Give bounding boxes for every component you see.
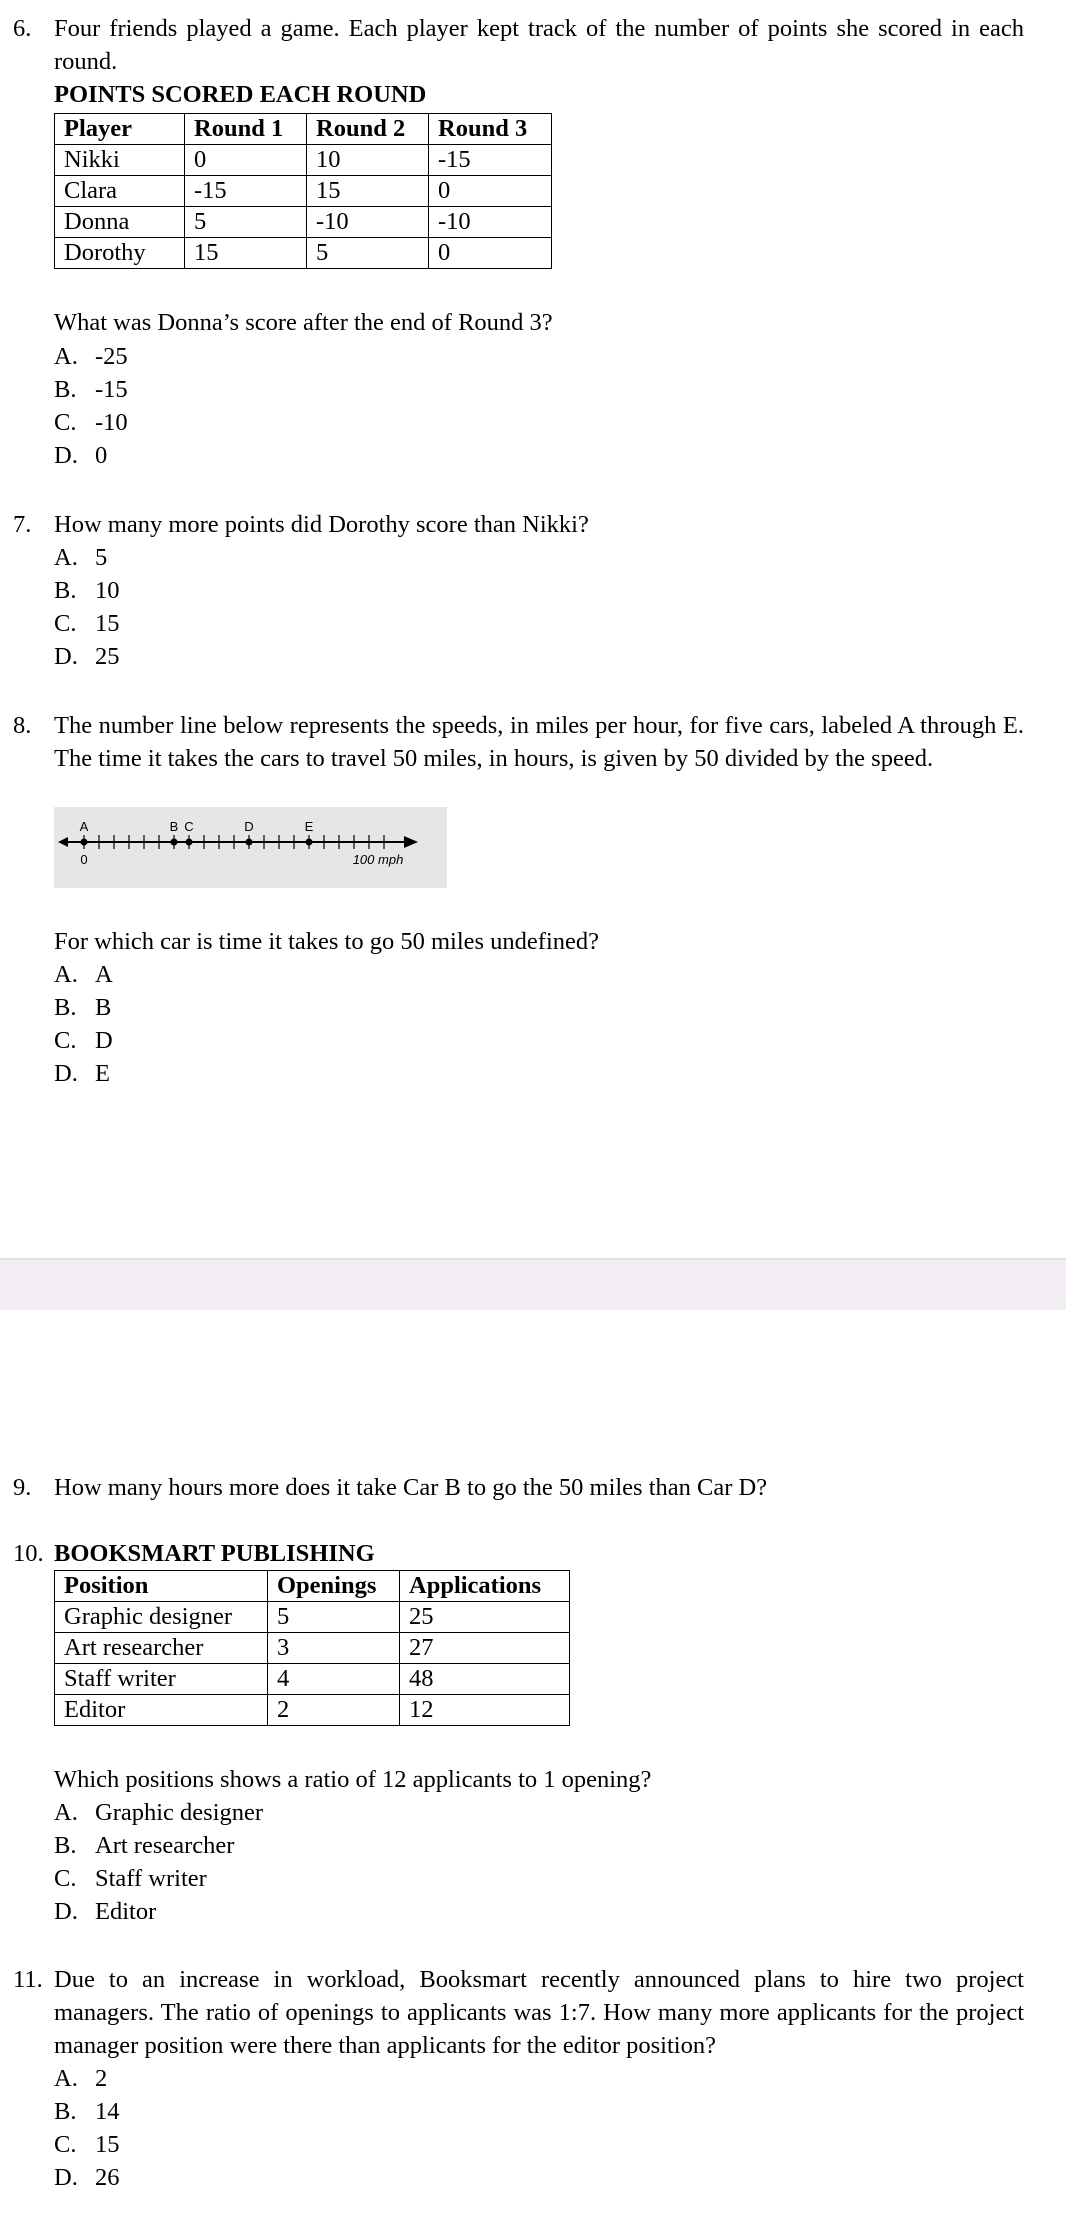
- question-text: Due to an increase in workload, Booksmart recently announced plans to hire two project managers. The ratio of openings to applicants was 1:7. How many more applicants for the project manager position were there than applicants for the editor position?: [54, 1966, 1024, 2059]
- answer-option[interactable]: D. 25: [54, 643, 120, 670]
- answer-option[interactable]: A. Graphic designer: [54, 1799, 264, 1826]
- point-c: [186, 839, 193, 846]
- column-header: Applications: [400, 1571, 570, 1602]
- answer-options: [54, 2062, 120, 2194]
- question-number: 11.: [13, 1966, 43, 1993]
- column-header: Round 1: [185, 114, 307, 145]
- point-d: [246, 839, 253, 846]
- table-header-row: [55, 1571, 570, 1602]
- question-text: Four friends played a game. Each player kept track of the number of points she scored in each round.: [54, 15, 1024, 75]
- table-cell: -10: [307, 207, 429, 238]
- table-cell: 15: [185, 238, 307, 269]
- table-cell: 3: [268, 1633, 400, 1664]
- table-cell: -10: [429, 207, 552, 238]
- table-cell: 12: [400, 1695, 570, 1726]
- table-cell: -15: [429, 145, 552, 176]
- table-row: [55, 1633, 570, 1664]
- table-cell: -15: [185, 176, 307, 207]
- point-e: [306, 839, 313, 846]
- answer-option[interactable]: B. 14: [54, 2098, 120, 2125]
- table-cell: Donna: [55, 207, 185, 238]
- question-number: 8.: [13, 712, 32, 739]
- answer-option[interactable]: A. 2: [54, 2065, 108, 2092]
- answer-option[interactable]: D. Editor: [54, 1898, 157, 1925]
- left-arrow-icon: [58, 837, 68, 847]
- answer-option[interactable]: C. 15: [54, 2131, 120, 2158]
- table-cell: 5: [268, 1602, 400, 1633]
- question-text: The number line below represents the speeds, in miles per hour, for five cars, labeled A through E. The time it takes the cars to travel 50 miles, in hours, is given by 50 divided by the speed.: [54, 712, 1024, 772]
- question-prompt: Which positions shows a ratio of 12 applicants to 1 opening?: [54, 1766, 652, 1793]
- table-cell: 4: [268, 1664, 400, 1695]
- page-separator: [0, 1258, 1066, 1310]
- table-cell: 5: [185, 207, 307, 238]
- table-row: [55, 145, 552, 176]
- table-cell: Art researcher: [55, 1633, 268, 1664]
- question-number: 6.: [13, 15, 32, 42]
- table-cell: Dorothy: [55, 238, 185, 269]
- answer-option[interactable]: B. Art researcher: [54, 1832, 235, 1859]
- answer-option[interactable]: C. Staff writer: [54, 1865, 207, 1892]
- table-cell: 0: [185, 145, 307, 176]
- answer-option[interactable]: A. -25: [54, 343, 128, 370]
- table-title: POINTS SCORED EACH ROUND: [54, 81, 427, 108]
- points-table: [54, 113, 552, 269]
- column-header: Position: [55, 1571, 268, 1602]
- answer-option[interactable]: C. 15: [54, 610, 120, 637]
- answer-option[interactable]: B. B: [54, 994, 112, 1021]
- point-label-b: B: [169, 819, 179, 834]
- right-arrow-icon: [404, 836, 418, 848]
- table-row: [55, 207, 552, 238]
- question-text: How many hours more does it take Car B to go the 50 miles than Car D?: [54, 1474, 768, 1501]
- table-row: [55, 1664, 570, 1695]
- answer-option[interactable]: D. E: [54, 1060, 110, 1087]
- answer-option[interactable]: D. 26: [54, 2164, 120, 2191]
- point-label-a: A: [79, 819, 89, 834]
- question-number: 10.: [13, 1540, 44, 1567]
- point-a: [81, 839, 88, 846]
- table-cell: 10: [307, 145, 429, 176]
- column-header: Openings: [268, 1571, 400, 1602]
- table-row: [55, 176, 552, 207]
- answer-options: [54, 340, 128, 472]
- table-cell: Editor: [55, 1695, 268, 1726]
- question-number: 9.: [13, 1474, 32, 1501]
- point-label-d: D: [244, 819, 254, 834]
- number-line: [54, 807, 447, 888]
- question-prompt: What was Donna’s score after the end of Round 3?: [54, 309, 553, 336]
- answer-option[interactable]: A. 5: [54, 544, 108, 571]
- zero-label: 0: [80, 852, 88, 867]
- question-prompt: For which car is time it takes to go 50 miles undefined?: [54, 928, 600, 955]
- table-cell: 25: [400, 1602, 570, 1633]
- table-cell: 27: [400, 1633, 570, 1664]
- table-cell: 0: [429, 238, 552, 269]
- question-number: 7.: [13, 511, 32, 538]
- end-label: 100 mph: [352, 852, 404, 867]
- table-cell: Nikki: [55, 145, 185, 176]
- table-cell: 2: [268, 1695, 400, 1726]
- table-cell: Clara: [55, 176, 185, 207]
- column-header: Round 3: [429, 114, 552, 145]
- table-cell: 15: [307, 176, 429, 207]
- answer-option[interactable]: D. 0: [54, 442, 108, 469]
- table-cell: 5: [307, 238, 429, 269]
- table-row: [55, 238, 552, 269]
- column-header: Round 2: [307, 114, 429, 145]
- answer-options: [54, 541, 120, 673]
- table-cell: 48: [400, 1664, 570, 1695]
- table-title: BOOKSMART PUBLISHING: [54, 1540, 375, 1567]
- answer-options: [54, 1796, 263, 1928]
- answer-option[interactable]: C. -10: [54, 409, 128, 436]
- table-header-row: [55, 114, 552, 145]
- answer-option[interactable]: C. D: [54, 1027, 113, 1054]
- answer-option[interactable]: A. A: [54, 961, 113, 988]
- number-line-figure: [54, 807, 447, 888]
- table-cell: Graphic designer: [55, 1602, 268, 1633]
- table-row: [55, 1602, 570, 1633]
- answer-option[interactable]: B. -15: [54, 376, 128, 403]
- answer-option[interactable]: B. 10: [54, 577, 120, 604]
- point-b: [171, 839, 178, 846]
- point-label-c: C: [184, 819, 194, 834]
- table-cell: 0: [429, 176, 552, 207]
- answer-options: [54, 958, 113, 1090]
- question-text: How many more points did Dorothy score than Nikki?: [54, 511, 589, 538]
- booksmart-table: [54, 1570, 570, 1726]
- page-2: [0, 1310, 1066, 2218]
- table-cell: Staff writer: [55, 1664, 268, 1695]
- table-row: [55, 1695, 570, 1726]
- column-header: Player: [55, 114, 185, 145]
- point-label-e: E: [304, 819, 314, 834]
